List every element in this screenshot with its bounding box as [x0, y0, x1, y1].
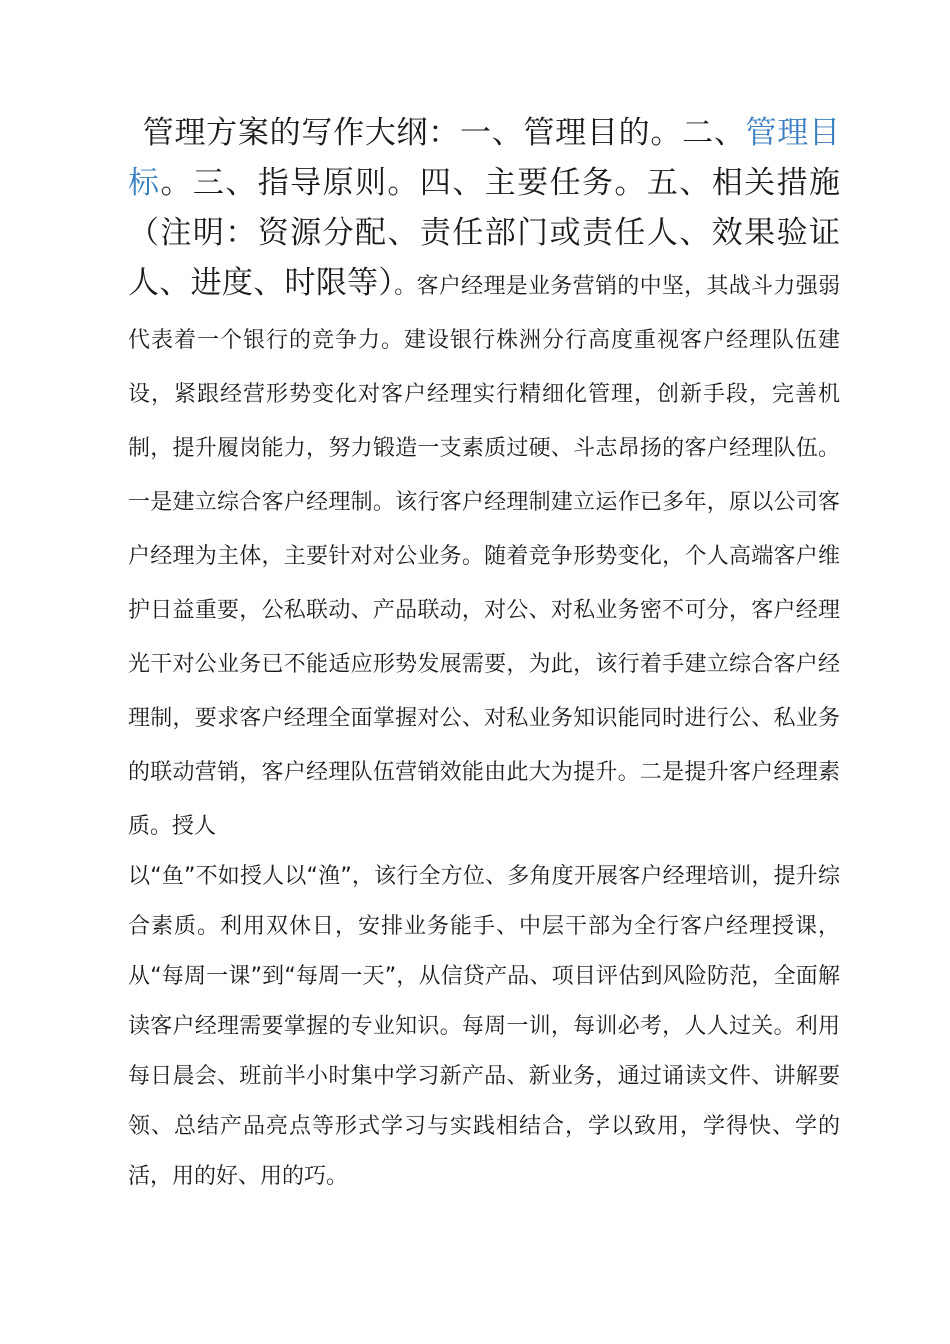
heading-text-end: 。三、指导原则。四、主要任务。五、相关措施（注明：资源分配、责任部门或责任人、效果验证人、进度、时限等） [128, 165, 841, 301]
paragraph-1: 。客户经理是业务营销的中坚，其战斗力强弱代表着一个银行的竞争力。建设银行株洲分行高度重视客户经理队伍建设，紧跟经营形势变化对客户经理实行精细化管理，创新手段，完善机制，提升履岗能力，努力锻造一支素质过硬、斗志昂扬的客户经理队伍。一是建立综合客户经理制。该行客户经理制建立运作已多年，原以公司客户经理为主体，主要针对对公业务。随着竞争形势变化，个人高端客户维护日益重要，公私联动、产品联动，对公、对私业务密不可分，客户经理光干对公业务已不能适应形势发展需要，为此，该行着手建立综合客户经理制，要求客户经理全面掌握对公、对私业务知识能同时进行公、私业务的联动营销，客户经理队伍营销效能由此大为提升。二是提升客户经理素质。授人 [128, 274, 840, 839]
document-page [128, 108, 840, 1202]
document-heading [128, 108, 840, 852]
heading-link[interactable]: 管理目标 [128, 115, 841, 201]
heading-text-start: 管理方案的写作大纲：一、管理目的。二、 [142, 115, 746, 151]
paragraph-2: 以“鱼”不如授人以“渔”，该行全方位、多角度开展客户经理培训，提升综合素质。利用双休日，安排业务能手、中层干部为全行客户经理授课，从“每周一课”到“每周一天”，从信贷产品、项目评估到风险防范，全面解读客户经理需要掌握的专业知识。每周一训，每训必考，人人过关。利用每日晨会、班前半小时集中学习新产品、新业务，通过诵读文件、讲解要领、总结产品亮点等形式学习与实践相结合，学以致用，学得快、学的活，用的好、用的巧。 [128, 864, 840, 1189]
